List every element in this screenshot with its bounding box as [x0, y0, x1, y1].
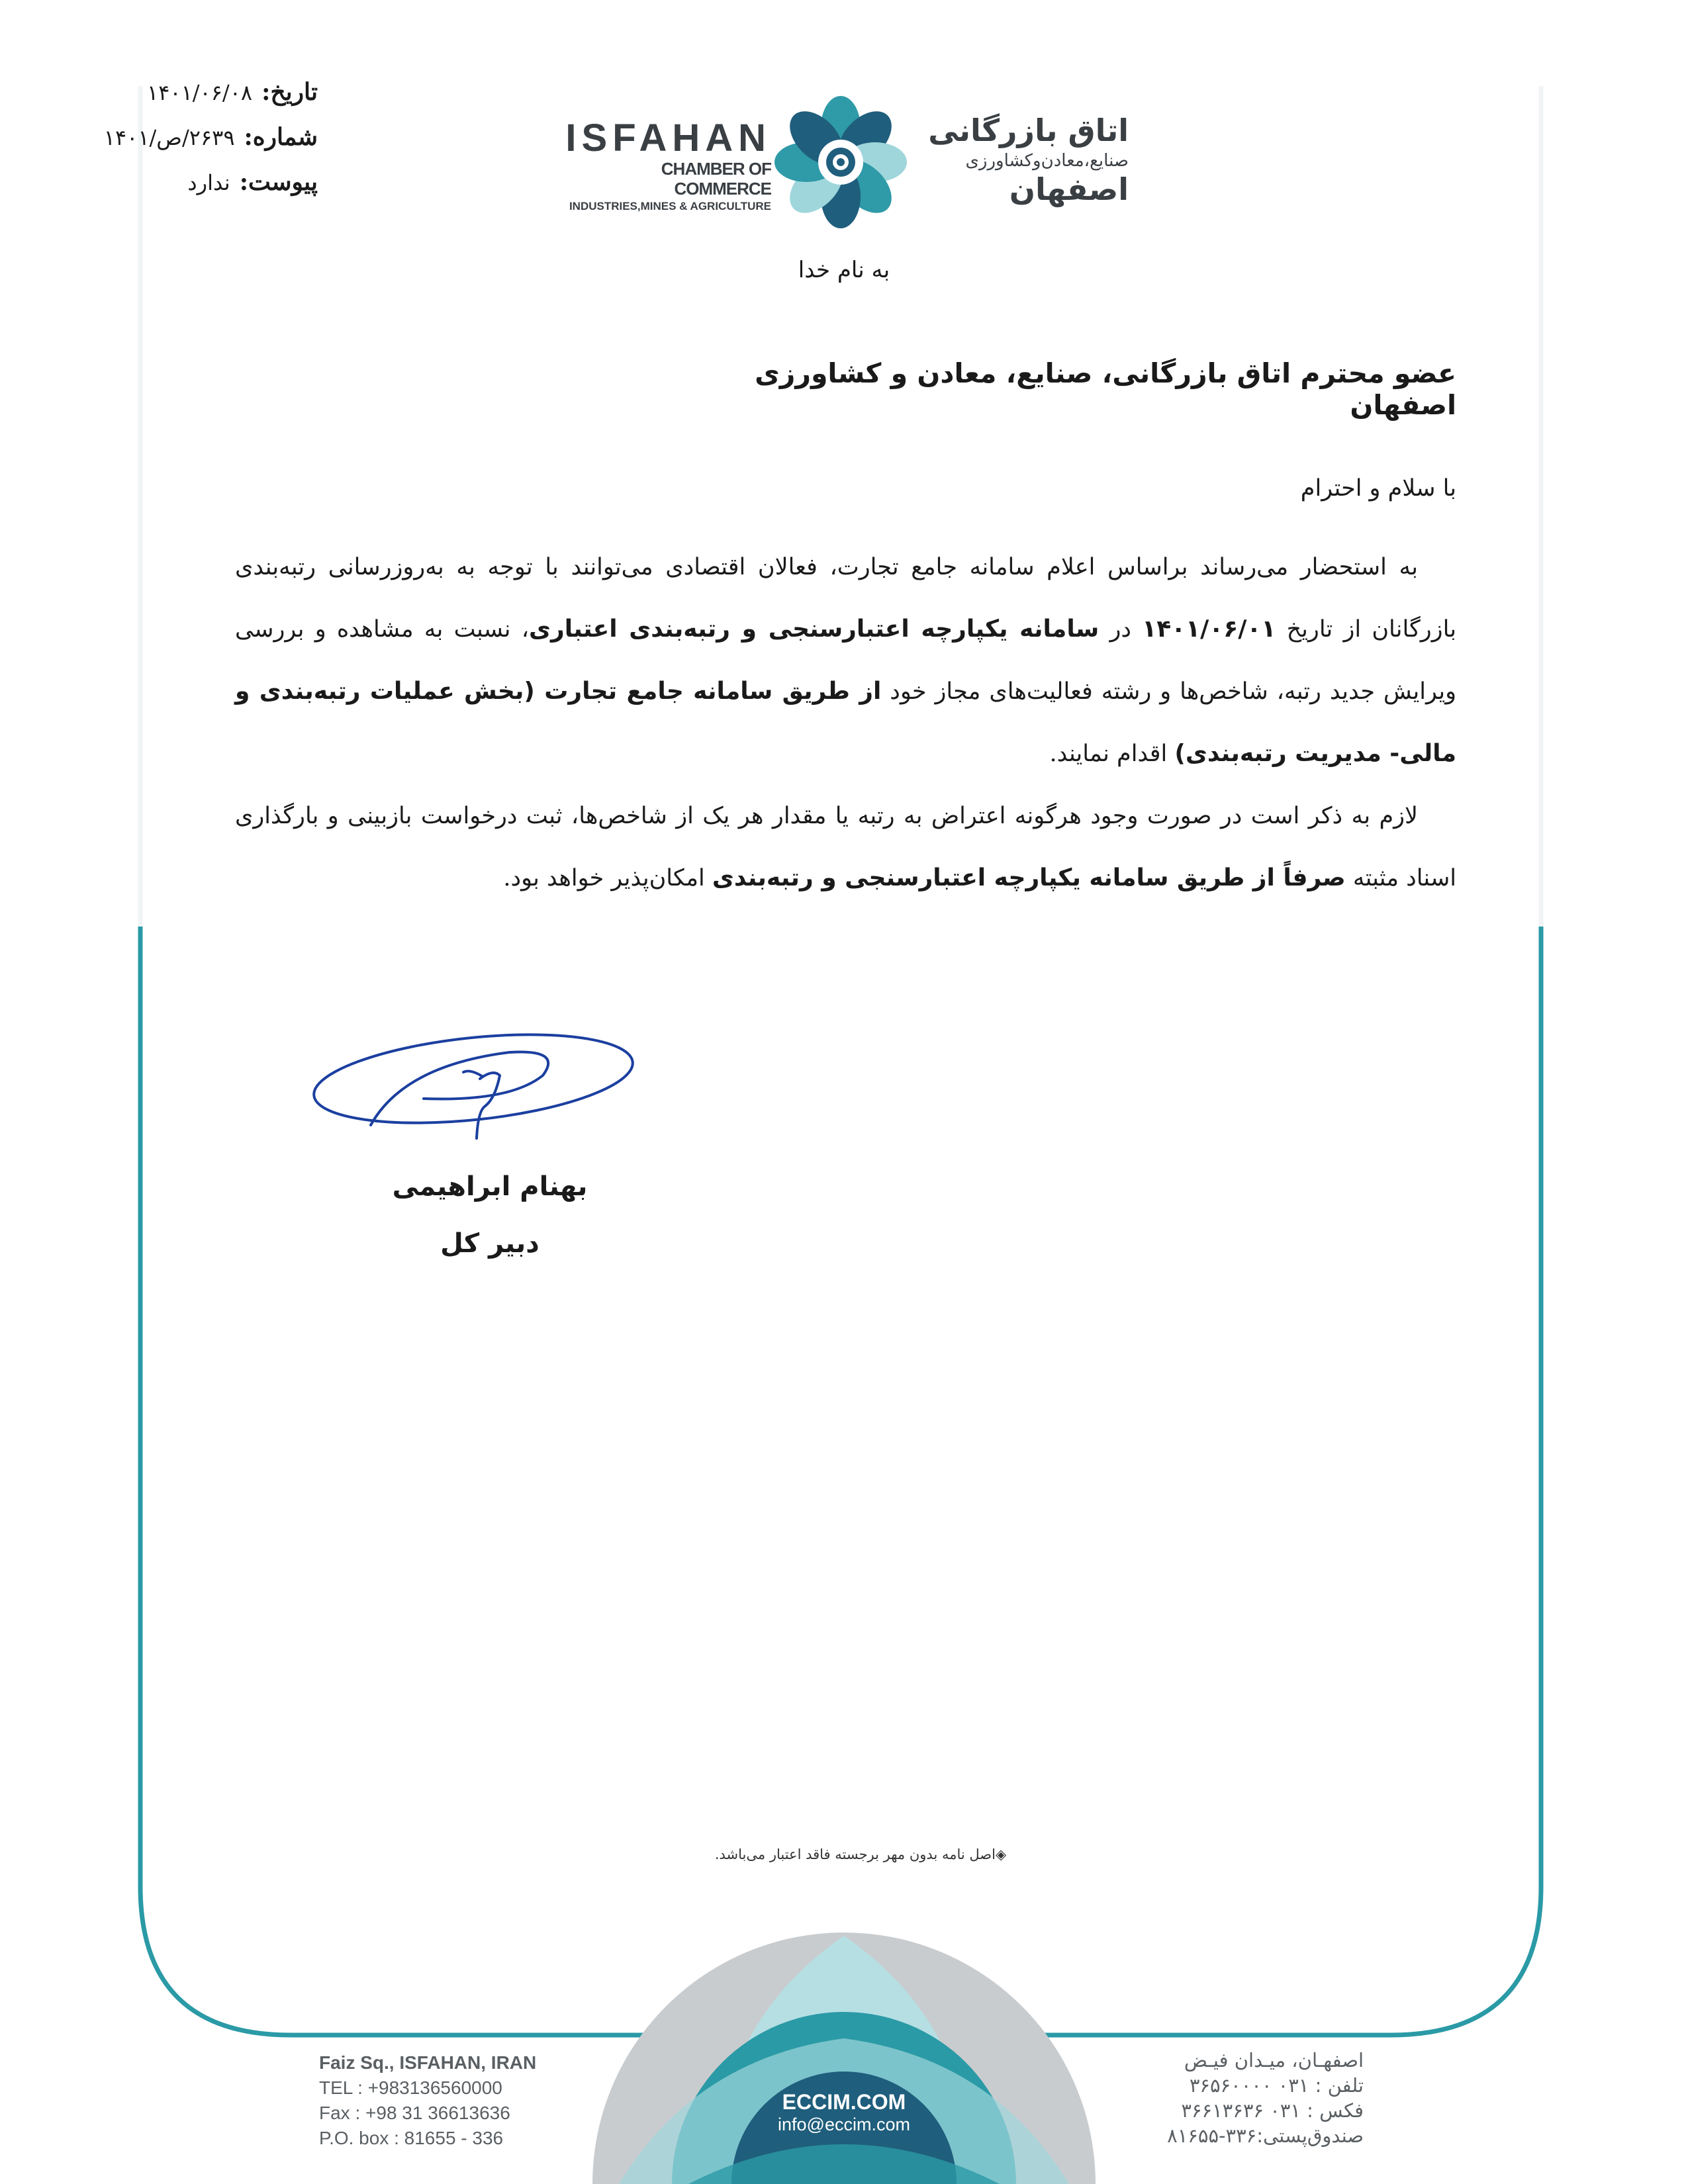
paragraph-2 — [235, 785, 1456, 909]
footer-email: info@eccim.com — [778, 2115, 910, 2134]
footnote-text: اصل نامه بدون مهر برجسته فاقد اعتبار می‌باشد. — [714, 1846, 996, 1862]
footer-fa-pobox: صندوق‌پستی:۳۳۶-۸۱۶۵۵ — [1167, 2124, 1364, 2147]
footer-fa-tel: تلفن : ۰۳۱ ۳۶۵۶۰۰۰۰ — [1189, 2074, 1364, 2097]
logo-latin-big: ISFAHAN — [565, 116, 771, 159]
number-label: شماره: — [244, 123, 318, 151]
p2-a: لازم به ذکر است در صورت وجود هرگونه اعتراض به رتبه یا مقدار هر یک از شاخص‌ها، ثبت درخواست بازبینی و بارگذاری اسناد مثبته — [235, 803, 1456, 891]
p1-date: ۱۴۰۱/۰۶/۰۱ — [1142, 615, 1276, 643]
number-row — [99, 114, 318, 159]
logo-latin-small: INDUSTRIES,MINES & AGRICULTURE — [569, 200, 771, 212]
footer-en-tel: TEL : +983136560000 — [319, 2077, 502, 2098]
footer-fa-fax: فکس : ۰۳۱ ۳۶۶۱۳۶۳۶ — [1181, 2099, 1364, 2122]
letter-meta — [99, 69, 318, 205]
p1-system-name: سامانه یکپارچه اعتبارسنجی و رتبه‌بندی اعتباری — [529, 615, 1100, 643]
footer-contact-en — [319, 2050, 571, 2151]
footer-web — [728, 2090, 960, 2135]
footer-en-address: Faiz Sq., ISFAHAN, IRAN — [319, 2052, 537, 2073]
p1-c: در — [1109, 616, 1132, 643]
attachment-row — [99, 159, 318, 205]
diamond-icon: ◈ — [995, 1846, 1007, 1862]
number-value: ۲۶۳۹/ص/۱۴۰۱ — [103, 125, 235, 150]
handwritten-signature — [311, 1013, 642, 1178]
footer-ornament — [592, 1933, 1096, 2184]
recipient-heading: عضو محترم اتاق بازرگانی، صنایع، معادن و کشاورزی اصفهان — [755, 357, 1456, 421]
signer-title: دبیر کل — [440, 1228, 539, 1259]
logo-latin-text — [563, 118, 771, 214]
logo-latin-mid: CHAMBER OF COMMERCE — [661, 159, 771, 199]
logo-persian-text — [910, 111, 1129, 206]
p1-g: اقدام نمایند. — [1049, 741, 1168, 767]
chamber-logo-icon — [774, 96, 907, 228]
attachment-label: پیوست: — [239, 168, 318, 196]
p1-e: ، نسبت به مشاهده و بررسی ویرایش جدید رتبه، شاخص‌ها و رشته فعالیت‌های مجاز خود — [235, 616, 1456, 705]
p2-c: امکان‌پذیر خواهد بود. — [503, 865, 705, 891]
date-label: تاریخ: — [261, 78, 318, 106]
p1-path: از طریق سامانه جامع تجارت (بخش عملیات رتبه‌بندی و مالی- مدیریت رتبه‌بندی) — [235, 678, 1456, 767]
logo-fa-line1: اتاق بازرگانی — [928, 113, 1129, 148]
signer-name: بهنام ابراهیمی — [392, 1171, 588, 1202]
p1-a: به استحضار می‌رساند براساس اعلام سامانه جامع تجارت، فعالان اقتصادی می‌توانند با توجه به به‌روزرسانی رتبه‌بندی بازرگانان از تاریخ — [235, 554, 1456, 643]
attachment-value: ندارد — [187, 170, 230, 195]
greeting: با سلام و احترام — [1300, 475, 1456, 502]
signer-block — [371, 1158, 609, 1272]
p2-emphasis: صرفاً از طریق سامانه یکپارچه اعتبارسنجی و رتبه‌بندی — [712, 864, 1346, 891]
letter-body — [235, 536, 1456, 909]
footer-en-pobox: P.O. box : 81655 - 336 — [319, 2128, 504, 2148]
bismillah: به نام خدا — [798, 257, 890, 283]
footer-contact-fa — [1099, 2048, 1364, 2148]
logo-fa-line2: صنایع،معادن‌وکشاورزی — [965, 151, 1129, 171]
footnote — [596, 1846, 1125, 1862]
date-value: ۱۴۰۱/۰۶/۰۸ — [147, 80, 253, 105]
paragraph-1 — [235, 536, 1456, 785]
footer-en-fax: Fax : +98 31 36613636 — [319, 2103, 510, 2123]
footer-website: ECCIM.COM — [782, 2090, 906, 2114]
footer-fa-address: اصفهـان، میـدان فیـض — [1184, 2049, 1364, 2071]
date-row — [99, 69, 318, 114]
logo-fa-line3: اصفهان — [1009, 171, 1129, 207]
